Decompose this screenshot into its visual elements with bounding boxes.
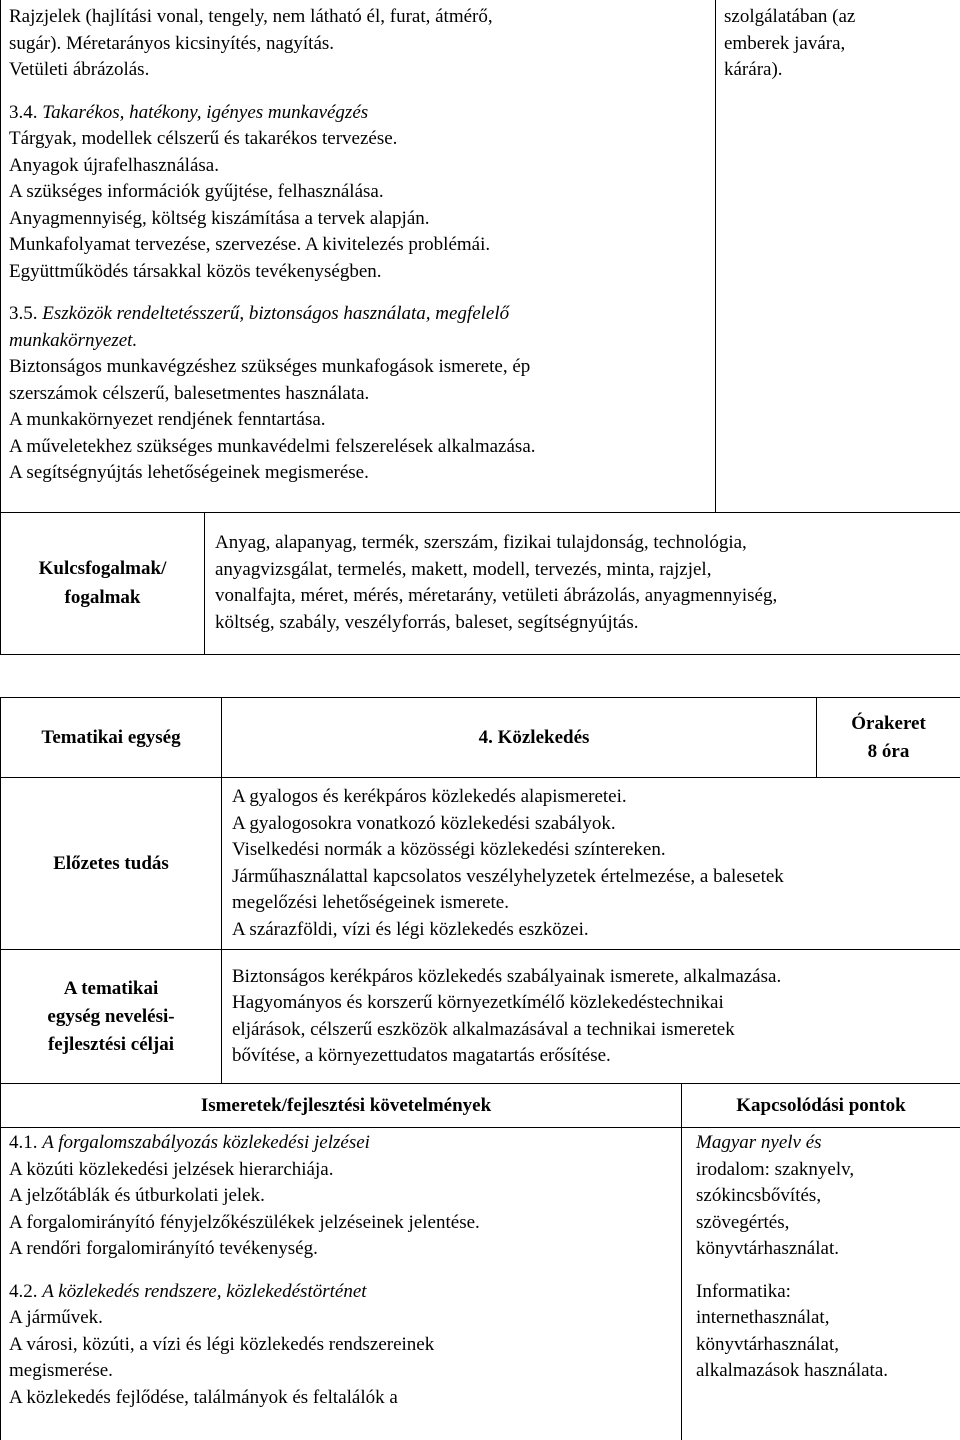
celjai-line: Hagyományos és korszerű környezetkímélő közlekedéstechnikai [232, 990, 952, 1017]
celjai-label: fejlesztési céljai [1, 1031, 221, 1059]
intro-line: Vetületi ábrázolás. [9, 57, 707, 84]
section-line: Tárgyak, modellek célszerű és takarékos tervezése. [9, 126, 707, 153]
top-table [0, 0, 960, 655]
celjai-label: A tematikai [1, 975, 221, 1003]
key-line: Anyag, alapanyag, termék, szerszám, fizikai tulajdonság, technológia, [215, 530, 952, 557]
section-3-5-heading-cont: munkakörnyezet. [9, 328, 707, 355]
intro-line: Rajzjelek (hajlítási vonal, tengely, nem látható él, furat, átmérő, [9, 4, 707, 31]
section-line: A járművek. [9, 1305, 673, 1332]
kap-line: szövegértés, [696, 1210, 952, 1237]
tematikai-label-cell [1, 698, 222, 778]
key-line: vonalfajta, méret, mérés, méretarány, vetületi ábrázolás, anyagmennyiség, [215, 583, 952, 610]
section-4-2-heading: 4.2. A közlekedés rendszere, közlekedéstörténet [9, 1279, 673, 1306]
elozetes-line: megelőzési lehetőségeinek ismerete. [232, 890, 952, 917]
section-line: Munkafolyamat tervezése, szervezése. A kivitelezés problémái. [9, 232, 707, 259]
ismeretek-content-cell [1, 1128, 682, 1440]
elozetes-line: A gyalogos és kerékpáros közlekedés alapismeretei. [232, 784, 952, 811]
section-line: Anyagok újrafelhasználása. [9, 153, 707, 180]
section-line: Anyagmennyiség, költség kiszámítása a tervek alapján. [9, 206, 707, 233]
kap-line: szókincsbővítés, [696, 1183, 952, 1210]
right-line: kárára). [724, 57, 952, 84]
elozetes-line: Járműhasználattal kapcsolatos veszélyhelyzetek értelmezése, a balesetek [232, 864, 952, 891]
key-terms-cell [205, 512, 960, 654]
ismeretek-header: Ismeretek/fejlesztési követelmények [1, 1095, 681, 1117]
right-line: szolgálatában (az [724, 4, 952, 31]
section-line: A közúti közlekedési jelzések hierarchiája. [9, 1157, 673, 1184]
section-line: A jelzőtáblák és útburkolati jelek. [9, 1183, 673, 1210]
elozetes-line: A gyalogosokra vonatkozó közlekedési szabályok. [232, 811, 952, 838]
content-cell [1, 0, 716, 512]
section-line: A forgalomirányító fényjelzőkészülékek jelzéseinek jelentése. [9, 1210, 673, 1237]
celjai-content-cell [222, 950, 960, 1084]
kap-line: könyvtárhasználat. [696, 1236, 952, 1263]
section-line: megismerése. [9, 1358, 673, 1385]
intro-line: sugár). Méretarányos kicsinyítés, nagyítás. [9, 31, 707, 58]
kap-line: könyvtárhasználat, [696, 1332, 952, 1359]
section-line: A munkakörnyezet rendjének fenntartása. [9, 407, 707, 434]
celjai-label-cell [1, 950, 222, 1084]
ismeretek-header-cell [1, 1084, 682, 1128]
kap-line: internethasználat, [696, 1305, 952, 1332]
celjai-line: Biztonságos kerékpáros közlekedés szabályainak ismerete, alkalmazása. [232, 964, 952, 991]
section-line: A rendőri forgalomirányító tevékenység. [9, 1236, 673, 1263]
celjai-label: egység nevelési- [1, 1003, 221, 1031]
section-line: A szükséges információk gyűjtése, felhasználása. [9, 179, 707, 206]
kapcsolodasi-header-cell [682, 1084, 960, 1128]
elozetes-label: Előzetes tudás [1, 853, 221, 875]
kap-line: alkalmazások használata. [696, 1358, 952, 1385]
elozetes-label-cell [1, 778, 222, 950]
key-line: költség, szabály, veszélyforrás, baleset, segítségnyújtás. [215, 610, 952, 637]
unit-title-cell [222, 698, 817, 778]
section-line: Együttműködés társakkal közös tevékenységben. [9, 259, 707, 286]
elozetes-line: Viselkedési normák a közösségi közlekedési színtereken. [232, 837, 952, 864]
section-line: A városi, közúti, a vízi és légi közlekedés rendszereinek [9, 1332, 673, 1359]
kapcsolodasi-content-cell [682, 1128, 960, 1440]
kap-line: Informatika: [696, 1279, 952, 1306]
celjai-line: eljárások, célszerű eszközök alkalmazásával a technikai ismeretek [232, 1017, 952, 1044]
section-3-4-heading: 3.4. Takarékos, hatékony, igényes munkavégzés [9, 100, 707, 127]
section-line: A műveletekhez szükséges munkavédelmi felszerelések alkalmazása. [9, 434, 707, 461]
kapcsolodasi-header: Kapcsolódási pontok [682, 1095, 960, 1117]
key-label: fogalmak [1, 583, 204, 612]
orakeret-label: Órakeret [817, 710, 960, 738]
unit-title: 4. Közlekedés [222, 727, 816, 749]
right-line: emberek javára, [724, 31, 952, 58]
celjai-line: bővítése, a környezettudatos magatartás erősítése. [232, 1043, 952, 1070]
elozetes-content-cell [222, 778, 960, 950]
orakeret-cell [817, 698, 960, 778]
elozetes-line: A szárazföldi, vízi és légi közlekedés eszközei. [232, 917, 952, 944]
kap-line: Magyar nyelv és [696, 1130, 952, 1157]
orakeret-value: 8 óra [817, 738, 960, 766]
key-label-cell [1, 512, 205, 654]
section-line: A közlekedés fejlődése, találmányok és feltalálók a [9, 1385, 673, 1412]
section-line: Biztonságos munkavégzéshez szükséges munkafogások ismerete, ép [9, 354, 707, 381]
right-cell [716, 0, 960, 512]
section-3-5-heading: 3.5. Eszközök rendeltetésszerű, biztonságos használata, megfelelő [9, 301, 707, 328]
section-4-1-heading: 4.1. A forgalomszabályozás közlekedési jelzései [9, 1130, 673, 1157]
section-line: A segítségnyújtás lehetőségeinek megismerése. [9, 460, 707, 487]
section-line: szerszámok célszerű, balesetmentes használata. [9, 381, 707, 408]
key-label: Kulcsfogalmak/ [1, 554, 204, 583]
tematikai-label: Tematikai egység [1, 727, 221, 749]
kap-line: irodalom: szaknyelv, [696, 1157, 952, 1184]
unit-table [0, 697, 960, 1440]
key-line: anyagvizsgálat, termelés, makett, modell, tervezés, minta, rajzjel, [215, 557, 952, 584]
